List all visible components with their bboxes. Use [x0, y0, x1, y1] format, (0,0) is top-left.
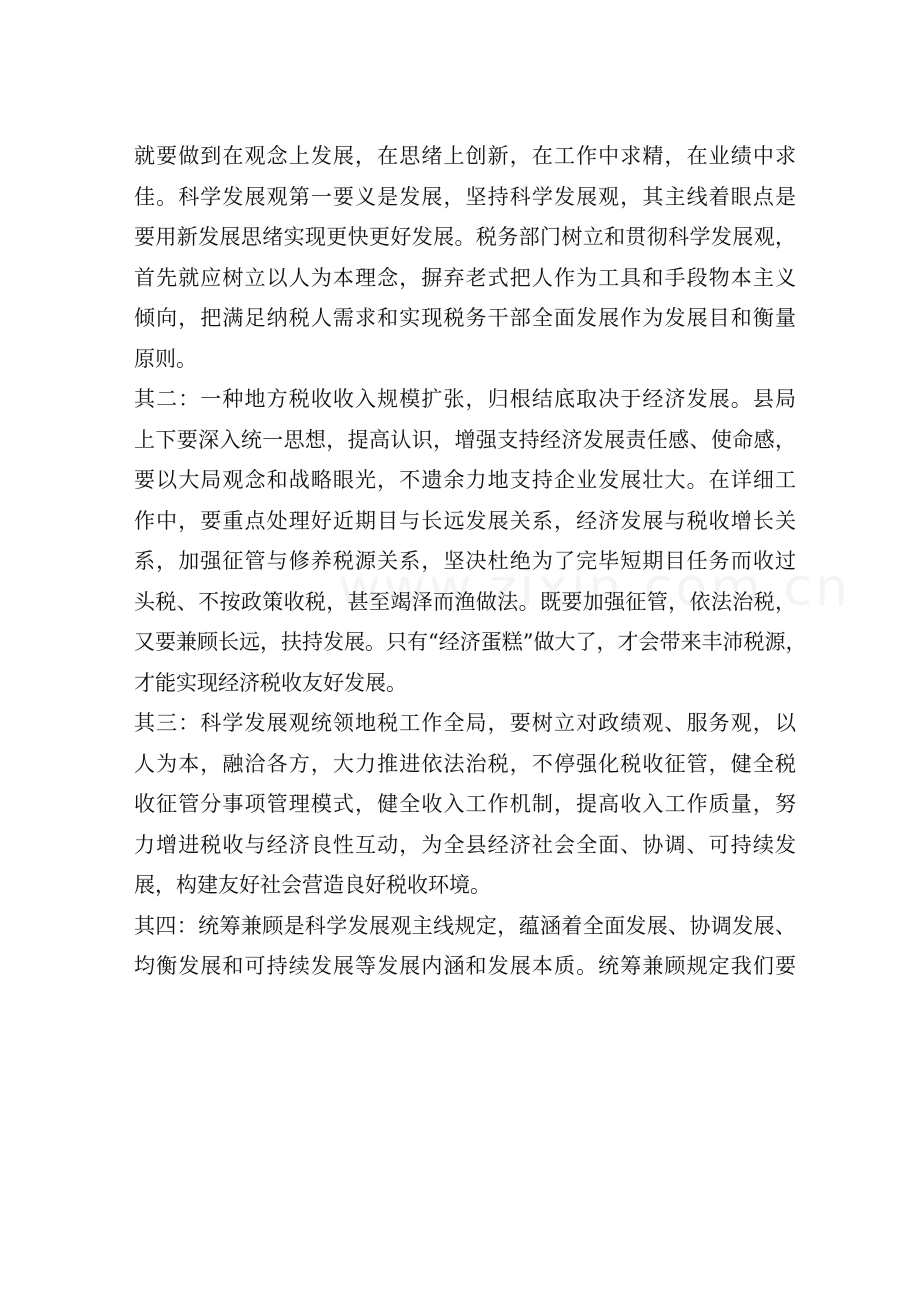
text-line: 又要兼顾长远，扶持发展。只有“经济蛋糕”做大了，才会带来丰沛税源， — [134, 630, 807, 654]
text-line: 要以大局观念和战略眼光，不遗余力地支持企业发展壮大。在详细工 — [134, 468, 796, 492]
text-line: 原则。 — [134, 346, 197, 371]
text-line: 收征管分事项管理模式，健全收入工作机制，提高收入工作质量，努 — [134, 792, 796, 816]
text-line: 倾向，把满足纳税人需求和实现税务干部全面发展作为发展目和衡量 — [134, 306, 796, 330]
text-line: 均衡发展和可持续发展等发展内涵和发展本质。统筹兼顾规定我们要 — [134, 954, 796, 978]
text-line: 作中，要重点处理好近期目与长远发展关系，经济发展与税收增长关 — [134, 508, 796, 533]
text-line: 就要做到在观念上发展，在思绪上创新，在工作中求精，在业绩中求 — [134, 144, 796, 168]
text-line: 要用新发展思绪实现更快更好发展。税务部门树立和贯彻科学发展观， — [134, 225, 796, 249]
text-line: 才能实现经济税收友好发展。 — [134, 670, 407, 695]
text-line: 上下要深入统一思想，提高认识，增强支持经济发展责任感、使命感， — [134, 427, 796, 452]
text-line: 首先就应树立以人为本理念，摒弃老式把人作为工具和手段物本主义 — [134, 265, 796, 290]
text-line: 力增进税收与经济良性互动，为全县经济社会全面、协调、可持续发 — [134, 832, 796, 857]
text-line: 其四：统筹兼顾是科学发展观主线规定，蕴涵着全面发展、协调发展、 — [134, 913, 796, 938]
document-body — [134, 136, 807, 987]
text-line: 系，加强征管与修养税源关系，坚决杜绝为了完毕短期目任务而收过 — [134, 549, 796, 573]
text-line: 人为本，融洽各方，大力推进依法治税，不停强化税收征管，健全税 — [134, 751, 796, 776]
text-line: 佳。科学发展观第一要义是发展，坚持科学发展观，其主线着眼点是 — [134, 184, 796, 209]
text-line: 其三：科学发展观统领地税工作全局，要树立对政绩观、服务观，以 — [134, 711, 796, 735]
text-line: 其二：一种地方税收收入规模扩张，归根结底取决于经济发展。县局 — [134, 387, 796, 411]
text-line: 展，构建友好社会营造良好税收环境。 — [134, 873, 491, 897]
text-line: 头税、不按政策收税，甚至竭泽而渔做法。既要加强征管，依法治税， — [134, 589, 796, 614]
